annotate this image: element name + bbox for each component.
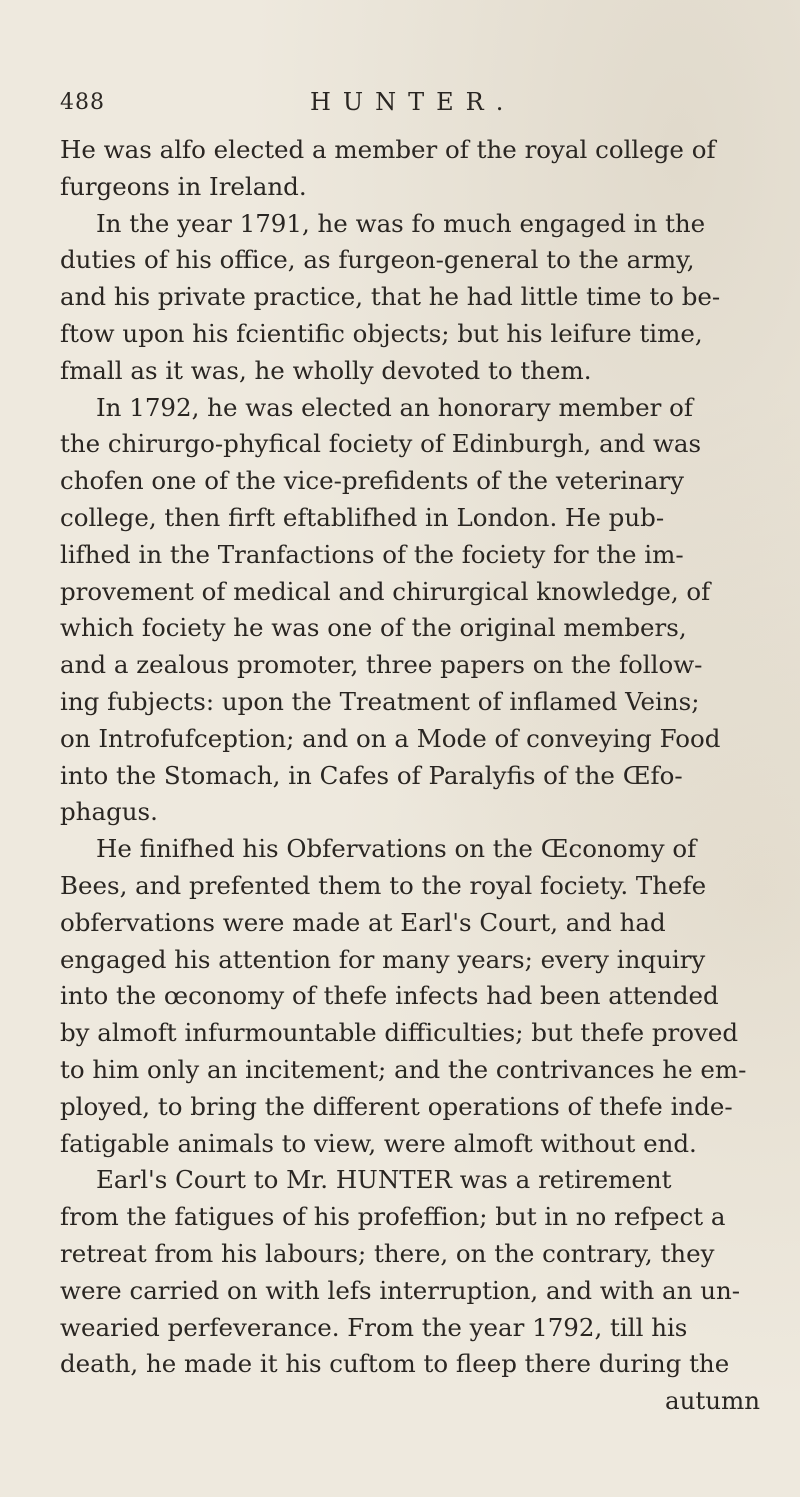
text-line: lifhed in the Tranfactions of the fociety for the im- (60, 539, 684, 569)
text-line: duties of his office, as furgeon-general to the army, (60, 245, 695, 275)
text-line: and a zealous promoter, three papers on the follow- (60, 650, 703, 680)
text-line: phagus. (60, 797, 158, 827)
running-title: HUNTER. (310, 88, 516, 116)
text-line: In the year 1791, he was fo much engaged in the (96, 208, 706, 238)
text-line: furgeons in Ireland. (60, 171, 307, 201)
text-line: into the œconomy of thefe infects had been attended (60, 981, 719, 1011)
text-line: Bees, and prefented them to the royal fociety. Thefe (60, 870, 707, 900)
text-line: to him only an incitement; and the contrivances he em- (60, 1054, 747, 1084)
text-line: college, then firft eftablifhed in London. He pub- (60, 502, 665, 532)
text-line: fatigable animals to view, were almoft without end. (60, 1128, 697, 1158)
text-line: were carried on with lefs interruption, and with an un- (60, 1275, 741, 1305)
text-line: and his private practice, that he had little time to be- (60, 282, 721, 312)
text-line: into the Stomach, in Cafes of Paralyfis of the Œfo- (60, 760, 683, 790)
text-line: retreat from his labours; there, on the contrary, they (60, 1238, 715, 1268)
text-line: ing fubjects: upon the Treatment of inflamed Veins; (60, 686, 700, 716)
text-line: by almoft infurmountable difficulties; but thefe proved (60, 1018, 739, 1048)
text-line: Earl's Court to Mr. HUNTER was a retirement (96, 1165, 672, 1195)
text-line: death, he made it his cuftom to fleep there during the (60, 1349, 730, 1379)
text-line: In 1792, he was elected an honorary member of (96, 392, 693, 422)
text-line: He was alfo elected a member of the royal college of (60, 135, 716, 164)
text-line: chofen one of the vice-prefidents of the veterinary (60, 466, 684, 496)
text-line: ftow upon his fcientific objects; but his leifure time, (60, 318, 703, 348)
body-text (60, 132, 760, 1420)
catchword: autumn (664, 1386, 760, 1416)
text-line: from the fatigues of his profeffion; but in no refpect a (60, 1202, 726, 1232)
text-line: which fociety he was one of the original members, (60, 613, 687, 643)
text-line: engaged his attention for many years; every inquiry (60, 944, 706, 974)
running-head (60, 88, 760, 124)
text-line: ployed, to bring the different operations of thefe inde- (60, 1091, 733, 1121)
text-line: fmall as it was, he wholly devoted to them. (60, 355, 592, 385)
text-line: provement of medical and chirurgical knowledge, of (60, 576, 711, 606)
text-line: obfervations were made at Earl's Court, and had (60, 907, 666, 937)
text-line: wearied perfeverance. From the year 1792, till his (60, 1312, 688, 1342)
page-number: 488 (60, 90, 105, 115)
text-line: on Introfufception; and on a Mode of conveying Food (60, 723, 721, 753)
text-line: He finifhed his Obfervations on the Œconomy of (96, 834, 697, 864)
text-line: the chirurgo-phyfical fociety of Edinburgh, and was (60, 429, 702, 459)
